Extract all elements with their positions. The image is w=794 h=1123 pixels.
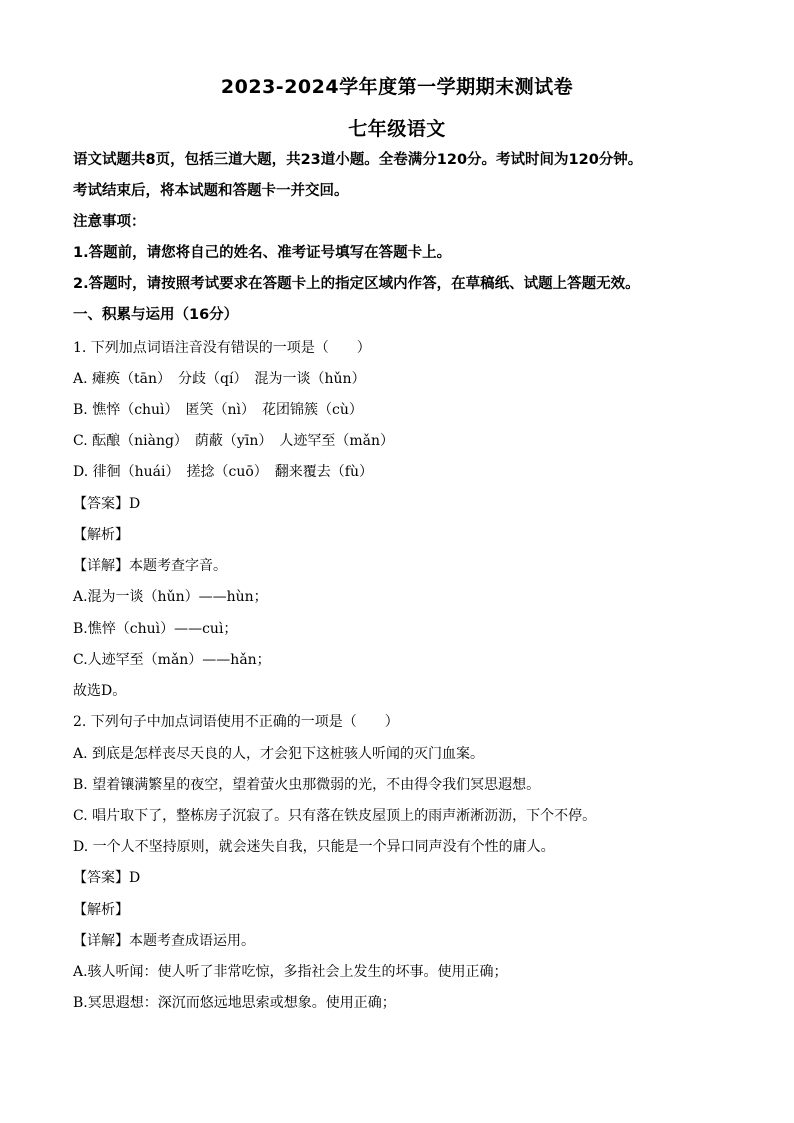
q2-detail-a: A.骇人听闻：使人听了非常吃惊，多指社会上发生的坏事。使用正确；: [73, 964, 508, 980]
q2-detail: 【详解】本题考查成语运用。: [73, 933, 255, 949]
q1-detail-a: A.混为一谈（hǔn）——hùn；: [73, 589, 268, 605]
q1-option-b: B. 憔悴（chuì） 匿笑（nì） 花团锦簇（cù）: [73, 402, 363, 418]
page-title: 2023-2024学年度第一学期期末测试卷: [220, 76, 574, 98]
q1-detail: 【详解】本题考查字音。: [73, 558, 227, 574]
q2-option-b: B. 望着镶满繁星的夜空，望着萤火虫那微弱的光，不由得令我们冥思遐想。: [73, 777, 541, 793]
notes-item-2: 2.答题时，请按照考试要求在答题卡上的指定区域内作答，在草稿纸、试题上答题无效。: [73, 276, 640, 292]
q1-option-d: D. 徘徊（huái） 搓捻（cuō） 翻来覆去（fù）: [73, 464, 373, 480]
q2-option-a: A. 到底是怎样丧尽天良的人，才会犯下这桩骇人听闻的灭门血案。: [73, 746, 485, 762]
q1-option-c: C. 酝酿（niàng） 荫蔽（yīn） 人迹罕至（mǎn）: [73, 433, 394, 449]
q1-answer: 【答案】D: [73, 496, 141, 512]
q1-detail-c: C.人迹罕至（mǎn）——hǎn；: [73, 652, 271, 668]
q1-conclusion: 故选D。: [73, 683, 127, 699]
q2-option-d: D. 一个人不坚持原则，就会迷失自我，只能是一个异口同声没有个性的庸人。: [73, 839, 555, 855]
q2-analysis-label: 【解析】: [73, 902, 129, 918]
q2-detail-b: B.冥思遐想：深沉而悠远地思索或想象。使用正确；: [73, 995, 396, 1011]
notes-heading: 注意事项：: [73, 214, 146, 230]
q1-analysis-label: 【解析】: [73, 527, 129, 543]
q2-answer: 【答案】D: [73, 870, 141, 886]
section-heading: 一、积累与运用（16分）: [73, 307, 239, 323]
q1-option-a: A. 瘫痪（tān） 分歧（qí） 混为一谈（hǔn）: [73, 371, 366, 387]
intro-line-1: 语文试题共8页，包括三道大题，共23道小题。全卷满分120分。考试时间为120分钟。: [73, 152, 643, 168]
q2-stem: 2. 下列句子中加点词语使用不正确的一项是（ ）: [73, 714, 399, 730]
intro-line-2: 考试结束后，将本试题和答题卡一并交回。: [73, 183, 349, 199]
q2-option-c: C. 唱片取下了，整栋房子沉寂了。只有落在铁皮屋顶上的雨声淅淅沥沥，下个不停。: [73, 808, 597, 824]
page-subtitle: 七年级语文: [348, 118, 446, 140]
notes-item-1: 1.答题前，请您将自己的姓名、准考证号填写在答题卡上。: [73, 245, 452, 261]
q1-stem: 1. 下列加点词语注音没有错误的一项是（ ）: [73, 340, 371, 356]
q1-detail-b: B.憔悴（chuì）——cuì；: [73, 621, 238, 637]
